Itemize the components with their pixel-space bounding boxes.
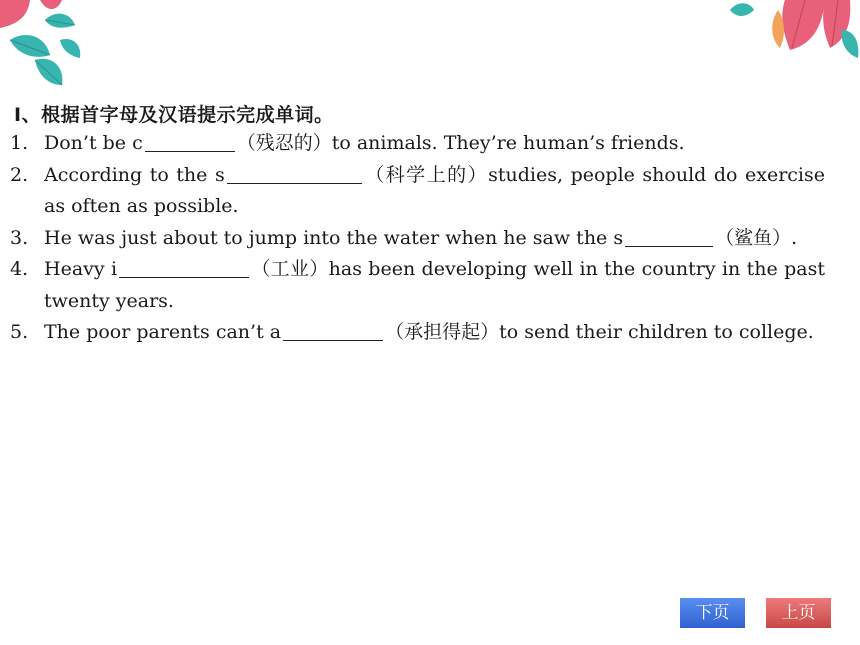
answer-blank[interactable] [227,163,362,184]
question-2 [10,160,825,223]
question-text: Heavy i [44,258,118,280]
question-text: （科学上的）studies, people should do exercise as often as possible. [44,163,825,217]
question-number: 1. [10,132,29,154]
question-number: 2. [10,163,29,186]
answer-blank[interactable] [145,131,235,152]
section-title: Ⅰ、根据首字母及汉语提示完成单词。 [14,104,334,126]
question-1 [10,128,825,160]
next-page-button[interactable]: 下页 [680,598,745,628]
answer-blank[interactable] [119,257,249,278]
previous-page-button[interactable]: 上页 [766,598,831,628]
question-text: （残忍的）to animals. They’re human’s friends. [236,132,685,154]
question-text: （工业）has been developing well in the country in the past twenty years. [44,258,825,312]
question-text: He was just about to jump into the water when he saw the s [44,226,624,249]
question-text: The poor parents can’t a [44,321,282,343]
answer-blank[interactable] [625,226,713,247]
question-text: According to the s [44,163,225,186]
answer-blank[interactable] [283,320,383,341]
question-5 [10,317,825,349]
question-number: 4. [10,258,29,280]
leaf-decoration-left-icon [0,0,90,95]
question-text: Don’t be c [44,132,143,154]
question-4 [10,254,825,317]
question-text: （承担得起）to send their children to college. [385,321,814,343]
leaf-decoration-right-icon [730,0,860,75]
question-text: （鲨鱼）. [715,226,798,249]
question-list [10,128,825,349]
question-3 [10,223,825,255]
question-number: 3. [10,226,29,249]
question-number: 5. [10,321,29,343]
